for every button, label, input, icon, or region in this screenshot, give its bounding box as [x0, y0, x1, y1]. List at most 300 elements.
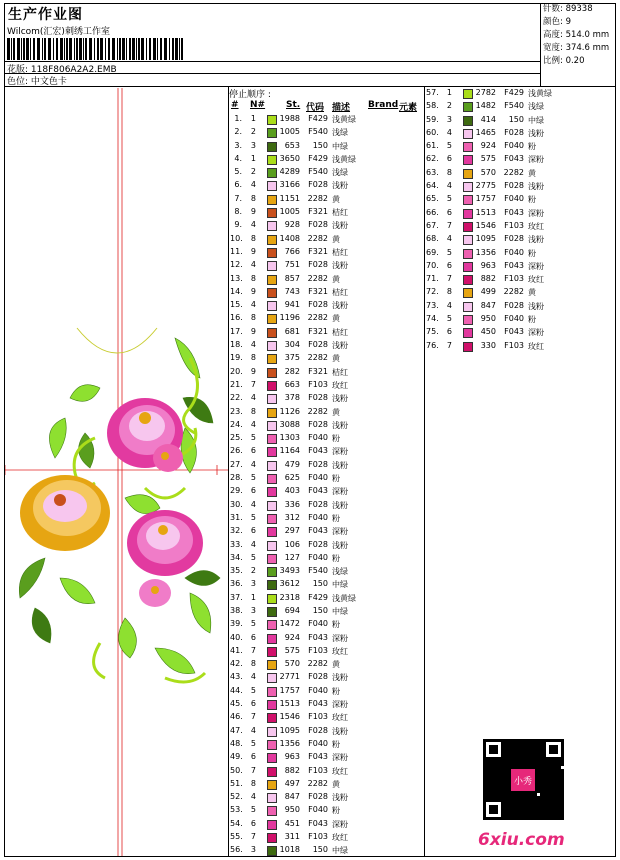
peony-orange — [20, 475, 110, 551]
row-description: 浅粉 — [332, 394, 348, 404]
row-description: 深粉 — [332, 527, 348, 537]
row-stitches: 950 — [284, 805, 300, 815]
color-swatch — [267, 168, 277, 178]
row-needle: 5 — [446, 141, 452, 151]
row-description: 玫红 — [332, 713, 348, 723]
row-stitches: 963 — [480, 260, 496, 270]
row-stitches: 924 — [284, 632, 300, 642]
row-description: 浅粉 — [332, 460, 348, 470]
row-sequence: 60. — [426, 127, 439, 137]
row-sequence: 9. — [234, 220, 242, 230]
row-code: F028 — [308, 459, 328, 469]
color-swatch — [267, 727, 277, 737]
table-row — [230, 804, 424, 817]
table-row — [230, 179, 424, 192]
row-stitches: 663 — [284, 379, 300, 389]
table-row — [230, 153, 424, 166]
row-stitches: 1095 — [279, 725, 300, 735]
color-swatch — [267, 514, 277, 524]
row-code: F540 — [504, 101, 524, 111]
row-description: 中绿 — [332, 580, 348, 590]
row-sequence: 5. — [234, 167, 242, 177]
row-needle: 9 — [250, 326, 256, 336]
color-swatch — [267, 381, 277, 391]
row-stitches: 857 — [284, 273, 300, 283]
table-row — [426, 326, 544, 339]
row-stitches: 1988 — [279, 114, 300, 123]
row-needle: 6 — [250, 818, 256, 828]
row-needle: 4 — [446, 127, 452, 137]
meta-width: 宽度: 374.6 mm — [543, 43, 610, 53]
row-description: 深粉 — [528, 208, 544, 218]
row-stitches: 1018 — [279, 845, 300, 855]
row-stitches: 963 — [284, 752, 300, 762]
row-description: 浅黄绿 — [332, 154, 356, 164]
row-code: F540 — [308, 127, 328, 137]
row-code: F028 — [308, 393, 328, 403]
color-swatch — [463, 195, 473, 205]
row-stitches: 653 — [284, 140, 300, 150]
row-code: F429 — [308, 153, 328, 163]
row-needle: 2 — [250, 566, 256, 576]
table-row — [230, 592, 424, 605]
row-needle: 9 — [250, 207, 256, 217]
row-code: F028 — [308, 300, 328, 310]
col-code: 代码 — [306, 103, 325, 113]
row-needle: 4 — [250, 220, 256, 230]
row-description: 粉 — [332, 513, 340, 523]
row-sequence: 40. — [230, 632, 243, 642]
table-row — [230, 219, 424, 232]
row-needle: 4 — [250, 725, 256, 735]
row-stitches: 1095 — [475, 234, 496, 244]
color-swatch — [463, 288, 473, 298]
row-sequence: 42. — [230, 659, 243, 669]
row-code: F429 — [308, 114, 328, 123]
stop-sequence-label: 停止顺序 : — [229, 90, 271, 100]
row-needle: 8 — [250, 193, 256, 203]
row-code: F540 — [308, 566, 328, 576]
row-code: 2282 — [503, 287, 524, 297]
row-sequence: 48. — [230, 738, 243, 748]
row-description: 浅绿 — [332, 128, 348, 138]
row-stitches: 1303 — [279, 433, 300, 443]
table-row — [230, 831, 424, 844]
table-row — [230, 379, 424, 392]
row-description: 深粉 — [332, 819, 348, 829]
meta-scale: 比例: 0.20 — [543, 56, 585, 66]
row-code: F321 — [308, 246, 328, 256]
row-needle: 4 — [250, 300, 256, 310]
row-sequence: 35. — [230, 566, 243, 576]
row-code: 2282 — [307, 193, 328, 203]
row-stitches: 1546 — [475, 220, 496, 230]
row-needle: 8 — [446, 287, 452, 297]
row-code: F043 — [504, 154, 524, 164]
row-code: F429 — [308, 592, 328, 602]
table-row — [426, 180, 544, 193]
row-sequence: 74. — [426, 314, 439, 324]
row-description: 黄 — [332, 314, 340, 324]
color-swatch — [267, 700, 277, 710]
row-stitches: 1546 — [279, 712, 300, 722]
colorway: 色位: 中文色卡 — [7, 77, 67, 87]
row-code: F028 — [504, 181, 524, 191]
row-code: F043 — [308, 486, 328, 496]
site-watermark: 6xiu.com — [478, 830, 565, 850]
row-sequence: 22. — [230, 393, 243, 403]
row-description: 浅粉 — [332, 726, 348, 736]
row-stitches: 2771 — [279, 672, 300, 682]
row-sequence: 54. — [230, 818, 243, 828]
row-sequence: 50. — [230, 765, 243, 775]
row-stitches: 751 — [284, 260, 300, 270]
row-sequence: 8. — [234, 207, 242, 217]
color-swatch — [463, 102, 473, 112]
row-stitches: 1482 — [475, 101, 496, 111]
row-stitches: 2782 — [475, 88, 496, 97]
row-stitches: 1356 — [279, 738, 300, 748]
row-stitches: 2318 — [279, 592, 300, 602]
table-row — [230, 818, 424, 831]
col-needle: N# — [250, 100, 266, 110]
row-stitches: 304 — [284, 340, 300, 350]
table-row — [426, 286, 536, 299]
color-swatch — [267, 660, 277, 670]
row-description: 浅粉 — [332, 793, 348, 803]
table-row — [230, 113, 424, 126]
color-swatch — [267, 634, 277, 644]
row-sequence: 25. — [230, 433, 243, 443]
row-stitches: 625 — [284, 473, 300, 483]
row-needle: 5 — [250, 805, 256, 815]
row-needle: 5 — [250, 738, 256, 748]
row-description: 粉 — [332, 806, 340, 816]
row-needle: 8 — [250, 659, 256, 669]
color-swatch — [267, 740, 277, 750]
row-sequence: 72. — [426, 287, 439, 297]
row-sequence: 56. — [230, 845, 243, 855]
row-needle: 8 — [446, 167, 452, 177]
row-stitches: 3612 — [279, 579, 300, 589]
row-sequence: 12. — [230, 260, 243, 270]
row-code: 2282 — [503, 167, 524, 177]
row-needle: 8 — [250, 406, 256, 416]
row-description: 浅粉 — [332, 261, 348, 271]
row-description: 中绿 — [528, 115, 544, 125]
table-row — [426, 247, 536, 260]
row-description: 深粉 — [332, 700, 348, 710]
design-divider — [228, 86, 229, 857]
row-description: 黄 — [332, 274, 340, 284]
row-description: 黄 — [528, 288, 536, 298]
row-code: F028 — [308, 539, 328, 549]
row-stitches: 378 — [284, 393, 300, 403]
row-description: 中绿 — [332, 846, 348, 856]
row-code: F321 — [308, 207, 328, 217]
table-row — [426, 100, 544, 113]
row-code: F028 — [308, 792, 328, 802]
row-description: 玫红 — [528, 275, 544, 285]
row-sequence: 61. — [426, 141, 439, 151]
row-code: F321 — [308, 326, 328, 336]
row-description: 黄 — [332, 407, 340, 417]
table-row — [426, 300, 544, 313]
company-name: Wilcom(汇宏)刺绣工作室 — [7, 27, 110, 37]
row-sequence: 63. — [426, 167, 439, 177]
row-sequence: 27. — [230, 459, 243, 469]
row-code: F028 — [308, 725, 328, 735]
row-description: 玫红 — [332, 766, 348, 776]
row-code: F028 — [308, 180, 328, 190]
row-needle: 4 — [250, 419, 256, 429]
color-swatch — [463, 342, 473, 352]
row-sequence: 46. — [230, 712, 243, 722]
row-code: F040 — [504, 314, 524, 324]
row-stitches: 3650 — [279, 153, 300, 163]
row-needle: 7 — [446, 220, 452, 230]
row-description: 桔红 — [332, 247, 348, 257]
row-stitches: 924 — [480, 141, 496, 151]
row-description: 浅绿 — [332, 567, 348, 577]
row-stitches: 570 — [284, 659, 300, 669]
row-sequence: 76. — [426, 340, 439, 350]
color-swatch — [463, 182, 473, 192]
row-description: 深粉 — [332, 753, 348, 763]
row-stitches: 4289 — [279, 167, 300, 177]
row-code: 2282 — [307, 233, 328, 243]
row-sequence: 33. — [230, 539, 243, 549]
row-description: 深粉 — [332, 633, 348, 643]
row-stitches: 681 — [284, 326, 300, 336]
row-sequence: 47. — [230, 725, 243, 735]
color-swatch — [463, 116, 473, 126]
color-sequence-list-right — [426, 87, 552, 353]
row-stitches: 847 — [284, 792, 300, 802]
row-description: 浅粉 — [528, 182, 544, 192]
color-swatch — [463, 155, 473, 165]
row-description: 浅黄绿 — [332, 593, 356, 603]
table-row — [230, 140, 424, 153]
row-needle: 6 — [250, 486, 256, 496]
row-description: 浅粉 — [332, 540, 348, 550]
table-row — [230, 791, 424, 804]
table-row — [230, 844, 424, 857]
color-swatch — [267, 261, 277, 271]
table-row — [230, 632, 424, 645]
row-sequence: 41. — [230, 645, 243, 655]
row-needle: 8 — [250, 313, 256, 323]
row-code: 2282 — [307, 778, 328, 788]
row-description: 玫红 — [528, 221, 544, 231]
row-code: 150 — [312, 579, 328, 589]
row-code: F043 — [504, 260, 524, 270]
row-code: 150 — [508, 114, 524, 124]
row-code: F028 — [308, 672, 328, 682]
row-description: 深粉 — [332, 447, 348, 457]
row-stitches: 414 — [480, 114, 496, 124]
table-row — [230, 246, 424, 259]
row-needle: 4 — [446, 181, 452, 191]
row-code: 150 — [312, 845, 328, 855]
row-sequence: 69. — [426, 247, 439, 257]
table-row — [230, 512, 424, 525]
row-needle: 4 — [250, 792, 256, 802]
row-description: 黄 — [528, 168, 536, 178]
row-needle: 6 — [446, 260, 452, 270]
row-code: F043 — [504, 327, 524, 337]
row-code: F103 — [504, 220, 524, 230]
table-row — [426, 153, 544, 166]
row-needle: 4 — [446, 300, 452, 310]
row-description: 黄 — [332, 354, 340, 364]
color-swatch — [267, 846, 277, 856]
color-swatch — [267, 594, 277, 604]
row-sequence: 10. — [230, 233, 243, 243]
row-description: 中绿 — [332, 141, 348, 151]
color-swatch — [267, 780, 277, 790]
row-code: F103 — [308, 832, 328, 842]
row-code: F103 — [308, 379, 328, 389]
row-needle: 1 — [250, 114, 256, 123]
row-stitches: 330 — [480, 340, 496, 350]
row-sequence: 43. — [230, 672, 243, 682]
table-row — [230, 578, 424, 591]
row-description: 浅绿 — [528, 102, 544, 112]
row-sequence: 24. — [230, 419, 243, 429]
meta-height: 高度: 514.0 mm — [543, 30, 610, 40]
row-code: F040 — [504, 247, 524, 257]
row-stitches: 1005 — [279, 207, 300, 217]
row-description: 浅黄绿 — [332, 115, 356, 124]
row-sequence: 26. — [230, 446, 243, 456]
row-stitches: 1408 — [279, 233, 300, 243]
row-sequence: 34. — [230, 552, 243, 562]
row-code: F040 — [504, 141, 524, 151]
row-description: 玫红 — [332, 380, 348, 390]
row-description: 玫红 — [332, 646, 348, 656]
row-needle: 2 — [250, 127, 256, 137]
col-stitches: St. — [286, 100, 301, 110]
row-code: F103 — [504, 274, 524, 284]
row-stitches: 312 — [284, 512, 300, 522]
row-code: F028 — [308, 419, 328, 429]
row-needle: 4 — [250, 340, 256, 350]
table-row — [230, 259, 424, 272]
row-description: 浅粉 — [332, 500, 348, 510]
color-swatch — [267, 341, 277, 351]
color-swatch — [267, 354, 277, 364]
table-row — [426, 167, 536, 180]
design-file: 花版: 118F806A2A2.EMB — [7, 65, 117, 75]
table-row — [230, 618, 424, 631]
color-swatch — [267, 541, 277, 551]
color-swatch — [463, 262, 473, 272]
color-swatch — [267, 833, 277, 843]
color-swatch — [267, 408, 277, 418]
row-description: 桔红 — [332, 327, 348, 337]
table-row — [426, 313, 536, 326]
row-needle: 6 — [446, 327, 452, 337]
row-stitches: 1005 — [279, 127, 300, 137]
table-row — [230, 419, 424, 432]
color-swatch — [267, 501, 277, 511]
row-needle: 5 — [446, 247, 452, 257]
row-stitches: 297 — [284, 526, 300, 536]
color-swatch — [267, 474, 277, 484]
row-sequence: 49. — [230, 752, 243, 762]
row-description: 深粉 — [528, 155, 544, 165]
row-stitches: 743 — [284, 286, 300, 296]
row-code: F103 — [308, 712, 328, 722]
row-code: F040 — [308, 738, 328, 748]
row-code: 2282 — [307, 353, 328, 363]
row-sequence: 70. — [426, 260, 439, 270]
row-code: 2282 — [307, 659, 328, 669]
row-stitches: 1757 — [475, 194, 496, 204]
table-row — [230, 459, 424, 472]
row-sequence: 44. — [230, 685, 243, 695]
embroidery-preview — [5, 88, 228, 856]
row-stitches: 1465 — [475, 127, 496, 137]
color-sequence-list-left — [230, 113, 424, 858]
meta-panel — [541, 3, 616, 68]
color-swatch — [267, 620, 277, 630]
row-stitches: 499 — [480, 287, 496, 297]
row-stitches: 1472 — [279, 619, 300, 629]
table-row — [230, 432, 424, 445]
row-sequence: 75. — [426, 327, 439, 337]
row-stitches: 1196 — [279, 313, 300, 323]
row-stitches: 941 — [284, 300, 300, 310]
row-sequence: 67. — [426, 220, 439, 230]
row-code: F028 — [308, 220, 328, 230]
row-description: 浅粉 — [528, 128, 544, 138]
color-swatch — [267, 713, 277, 723]
row-sequence: 51. — [230, 778, 243, 788]
row-sequence: 16. — [230, 313, 243, 323]
peony-bud-bottom — [139, 579, 171, 607]
color-swatch — [267, 421, 277, 431]
row-sequence: 4. — [234, 153, 242, 163]
color-swatch — [267, 328, 277, 338]
color-swatch — [267, 461, 277, 471]
table-row — [230, 273, 424, 286]
table-row — [230, 485, 424, 498]
row-needle: 7 — [250, 712, 256, 722]
row-needle: 4 — [250, 260, 256, 270]
row-sequence: 32. — [230, 526, 243, 536]
row-sequence: 1. — [234, 114, 242, 123]
barcode — [7, 38, 187, 60]
color-swatch — [267, 208, 277, 218]
row-code: F103 — [308, 645, 328, 655]
col-seq: # — [231, 100, 239, 110]
row-description: 桔红 — [332, 367, 348, 377]
row-description: 粉 — [332, 620, 340, 630]
row-description: 黄 — [332, 234, 340, 244]
color-swatch — [267, 128, 277, 138]
color-swatch — [267, 181, 277, 191]
col-brand: Brand — [368, 100, 399, 110]
row-sequence: 3. — [234, 140, 242, 150]
row-code: F429 — [504, 88, 524, 97]
row-sequence: 53. — [230, 805, 243, 815]
row-description: 浅绿 — [332, 168, 348, 178]
row-description: 浅粉 — [332, 341, 348, 351]
peony-bud-small — [153, 444, 183, 472]
row-code: F043 — [308, 752, 328, 762]
